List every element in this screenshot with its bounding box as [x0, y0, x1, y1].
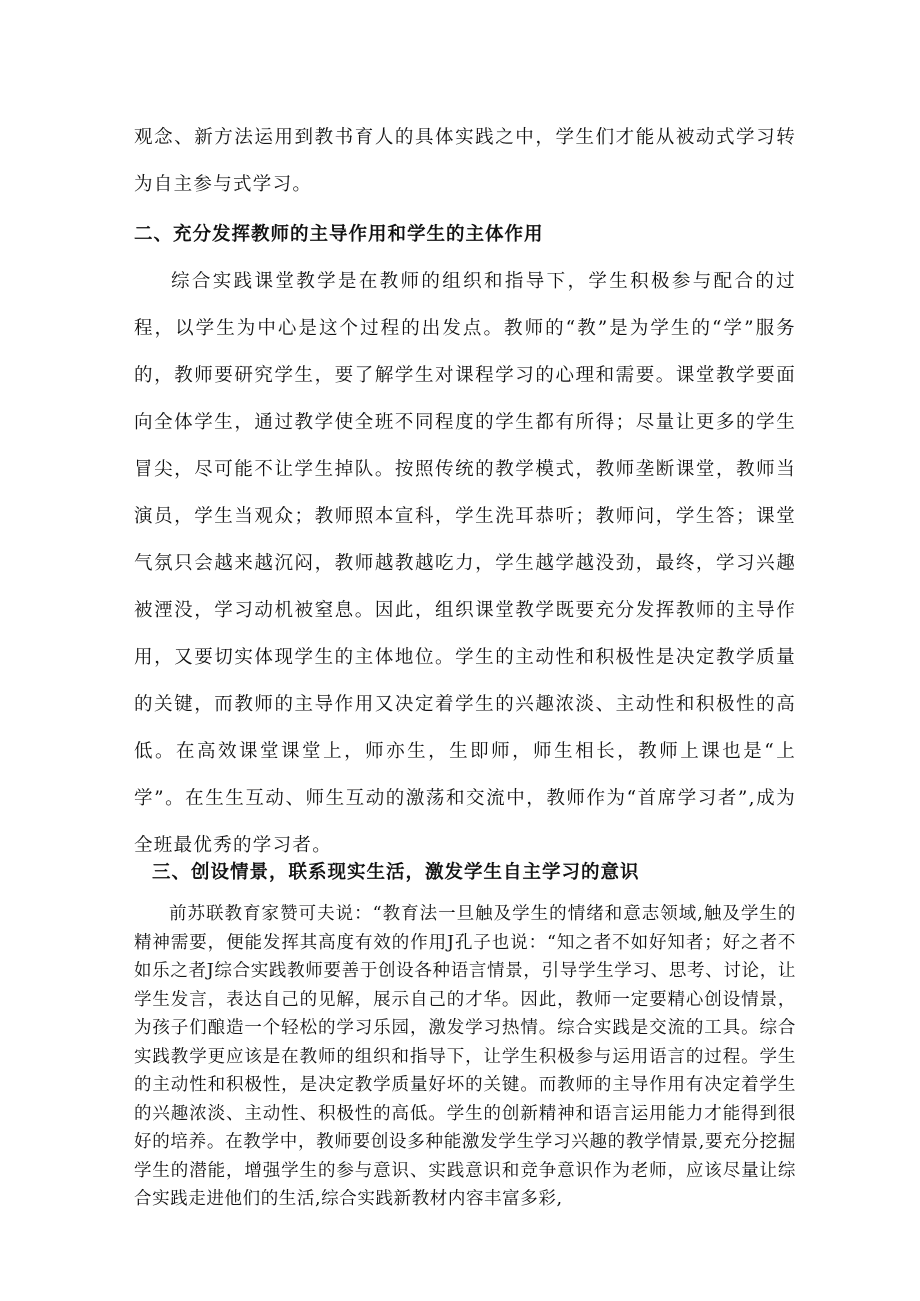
paragraph-section-3: 前苏联教育家赞可夫说：“教育法一旦触及学生的情绪和意志领域,触及学生的精神需要，便能发挥其高度有效的作用J孔子也说：“知之者不如好知者；好之者不如乐之者J综合实践教师要善于创设各种语言情景，引导学生学习、思考、讨论，让学生发言，表达自己的见解，展示自己的才华。因此，教师一定要精心创设情景，为孩子们酿造一个轻松的学习乐园，激发学习热情。综合实践是交流的工具。综合实践教学更应该是在教师的组织和指导下，让学生积极参与运用语言的过程。学生的主动性和积极性，是决定教学质量好坏的关键。而教师的主导作用有决定着学生的兴趣浓淡、主动性、积极性的高低。学生的创新精神和语言运用能力才能得到很好的培养。在教学中，教师要创设多种能激发学生学习兴趣的教学情景,要充分挖掘学生的潜能，增强学生的参与意识、实践意识和竞争意识作为老师，应该尽量让综合实践走进他们的生活,综合实践新教材内容丰富多彩,	[134, 904, 796, 1209]
section-heading-2: 二、充分发挥教师的主导作用和学生的主体作用	[134, 224, 544, 245]
paragraph-section-2: 综合实践课堂教学是在教师的组织和指导下，学生积极参与配合的过程，以学生为中心是这个过程的出发点。教师的“教”是为学生的“学”服务的，教师要研究学生，要了解学生对课程学习的心理和需要。课堂教学要面向全体学生，通过教学使全班不同程度的学生都有所得；尽量让更多的学生冒尖，尽可能不让学生掉队。按照传统的教学模式，教师垄断课堂，教师当演员，学生当观众；教师照本宣科，学生洗耳恭听；教师问，学生答；课堂气氛只会越来越沉闷，教师越教越吃力，学生越学越没劲，最终，学习兴趣被湮没，学习动机被窒息。因此，组织课堂教学既要充分发挥教师的主导作用，又要切实体现学生的主体地位。学生的主动性和积极性是决定教学质量的关键，而教师的主导作用又决定着学生的兴趣浓淡、主动性和积极性的高低。在高效课堂课堂上，师亦生，生即师，师生相长，教师上课也是“上学”。在生生互动、师生互动的激荡和交流中，教师作为“首席学习者”,成为全班最优秀的学习者。	[134, 271, 796, 856]
section-heading-3: 三、创设情景，联系现实生活，激发学生自主学习的意识	[152, 862, 640, 883]
paragraph-continuation: 观念、新方法运用到教书育人的具体实践之中，学生们才能从被动式学习转为自主参与式学习。	[134, 127, 796, 195]
